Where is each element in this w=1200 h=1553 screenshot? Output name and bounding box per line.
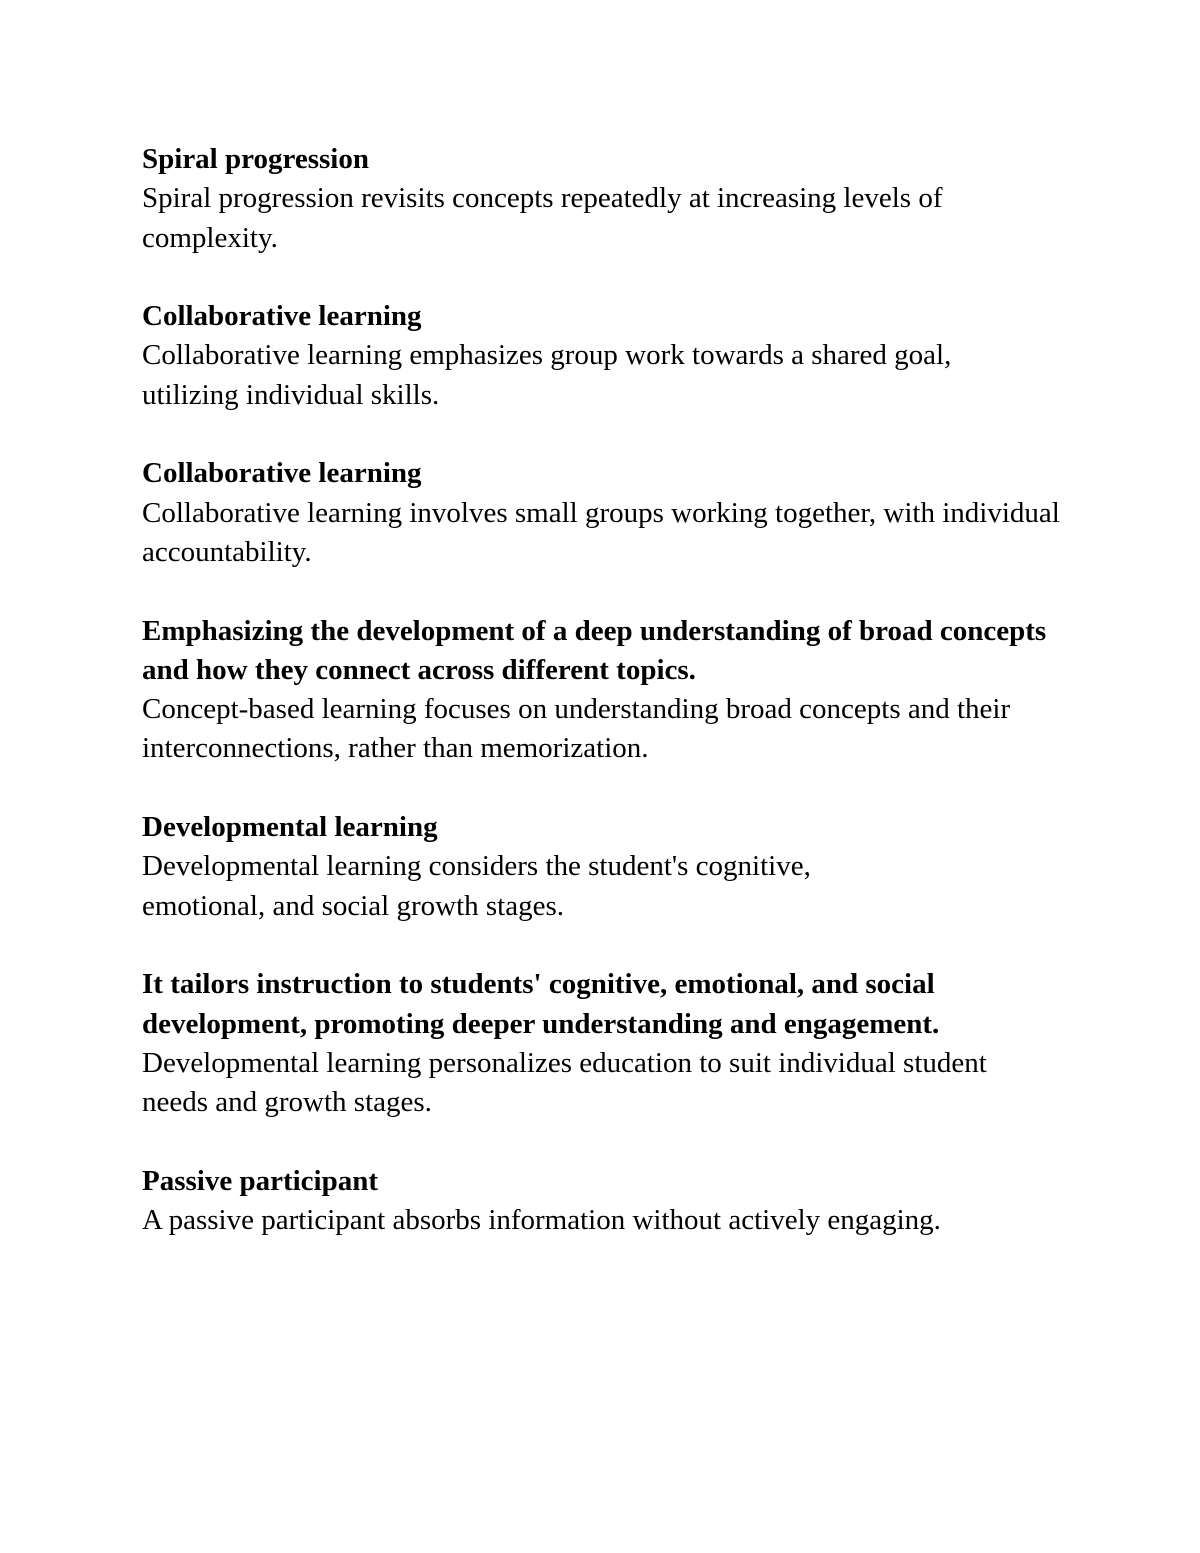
entry-definition: A passive participant absorbs information without actively engaging. [142, 1204, 941, 1237]
entry-term: Passive participant [142, 1164, 379, 1197]
flashcard-entry [142, 454, 1072, 572]
entry-term: It tailors instruction to students' cognitive, emotional, and social development, promoting deeper understanding and engagement. [142, 968, 940, 1040]
entry-definition: Collaborative learning emphasizes group work towards a shared goal, utilizing individual skills. [142, 339, 952, 411]
entry-term: Spiral progression [142, 143, 369, 175]
flashcard-entry [142, 140, 1072, 258]
flashcard-entry [142, 808, 1072, 926]
flashcard-entry [142, 297, 1072, 415]
flashcard-entry [142, 965, 1072, 1122]
flashcard-entry [142, 1162, 1072, 1241]
document-body [142, 140, 1072, 1280]
entry-term: Collaborative learning [142, 457, 422, 490]
entry-term: Emphasizing the development of a deep understanding of broad concepts and how they connect across different topics. [142, 614, 1047, 686]
flashcard-entry [142, 612, 1072, 769]
entry-term: Collaborative learning [142, 300, 422, 333]
entry-definition: Developmental learning personalizes education to suit individual student needs and growth stages. [142, 1046, 987, 1119]
entry-definition: Developmental learning considers the student's cognitive, emotional, and social growth stages. [142, 850, 811, 922]
entry-definition: Collaborative learning involves small groups working together, with individual accountability. [142, 496, 1060, 568]
entry-definition: Spiral progression revisits concepts repeatedly at increasing levels of complexity. [142, 182, 943, 254]
entry-definition: Concept-based learning focuses on understanding broad concepts and their interconnections, rather than memorization. [142, 693, 1011, 765]
entry-term: Developmental learning [142, 811, 438, 844]
